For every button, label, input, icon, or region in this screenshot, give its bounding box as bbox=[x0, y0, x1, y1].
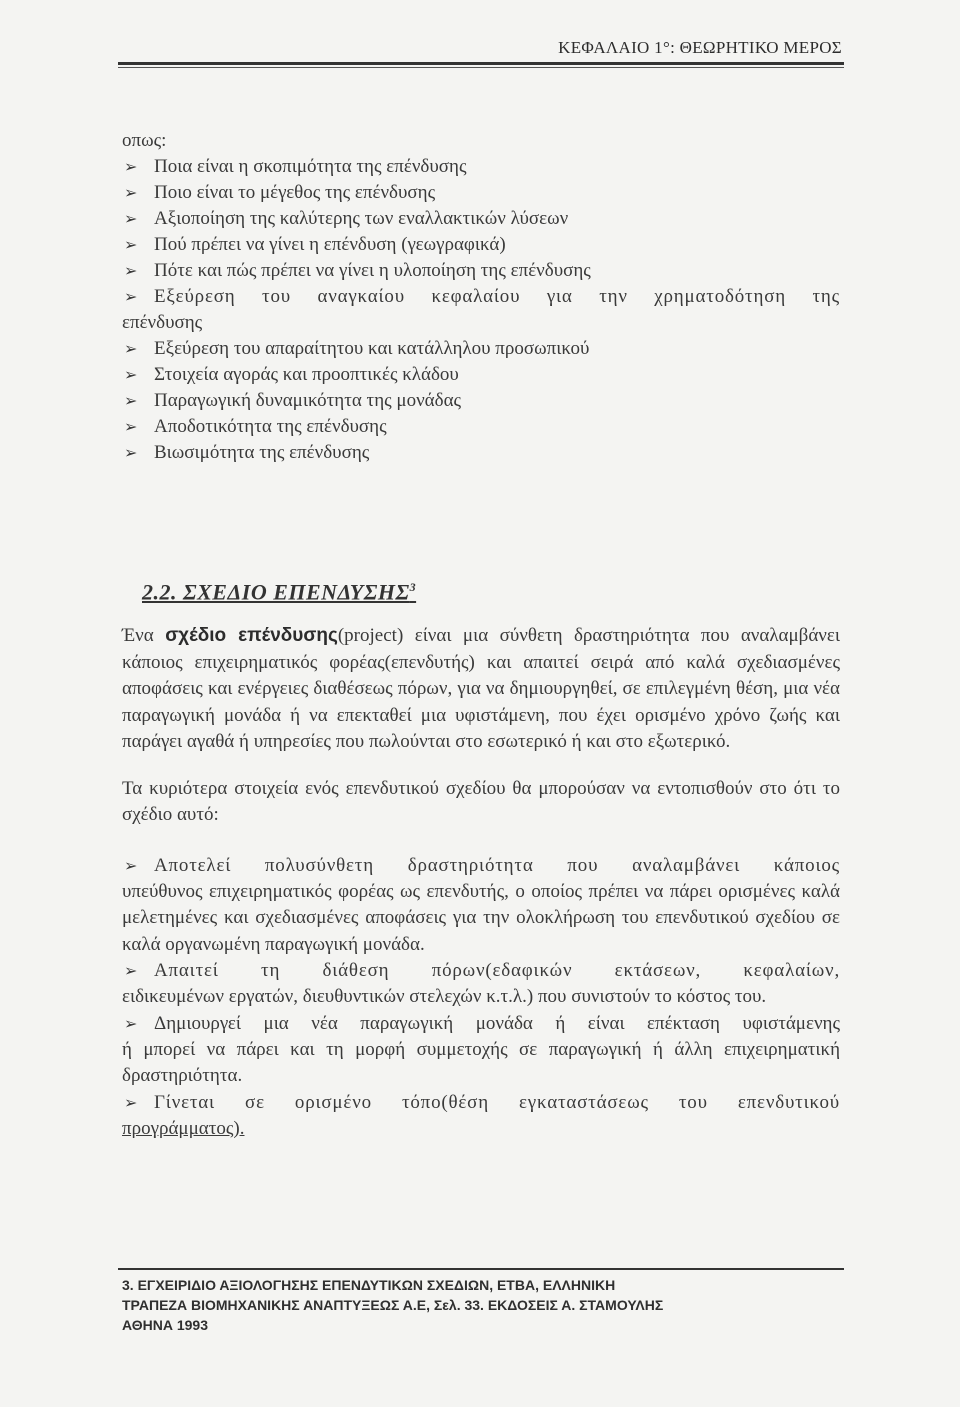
footnote-mark: 3 bbox=[409, 580, 417, 594]
bold-term: σχέδιο επένδυσης bbox=[165, 625, 338, 647]
arrow-bullet-icon: ➢ bbox=[124, 391, 138, 410]
list-item: ➢ Βιωσιμότητα της επένδυσης bbox=[122, 440, 840, 466]
list-item: ➢ Απαιτεί τη διάθεση πόρων(εδαφικών εκτάσεων, κεφαλαίων, ειδικευμένων εργατών, διευθυντικών στελεχών κ.τ.λ.) που συνιστούν το κόστος του. bbox=[122, 960, 840, 1008]
list-item: ➢ Πότε και πώς πρέπει να γίνει η υλοποίηση της επένδυσης bbox=[122, 258, 840, 284]
list-item: ➢ Ποια είναι η σκοπιμότητα της επένδυσης bbox=[122, 154, 840, 180]
arrow-bullet-icon: ➢ bbox=[124, 961, 138, 981]
elements-intro-paragraph: Τα κυριότερα στοιχεία ενός επενδυτικού σχεδίου θα μπορούσαν να εντοπισθούν στο ότι το σχέδιο αυτό: bbox=[122, 777, 840, 826]
header-rule-thin bbox=[118, 67, 844, 68]
intro-text: οπως: bbox=[122, 130, 167, 151]
arrow-bullet-icon: ➢ bbox=[124, 183, 138, 202]
list-item-continuation: επένδυσης bbox=[122, 312, 203, 333]
list-item: ➢ Δημιουργεί μια νέα παραγωγική μονάδα ή είναι επέκταση υφιστάμενης ή μπορεί να πάρει και τη μορφή συμμετοχής σε παραγωγική ή άλλη επιχειρηματική δραστηριότητα. bbox=[122, 1012, 840, 1087]
list-item: ➢ Πού πρέπει να γίνει η επένδυση (γεωγραφικά) bbox=[122, 232, 840, 258]
arrow-bullet-icon: ➢ bbox=[124, 339, 138, 358]
arrow-bullet-icon: ➢ bbox=[124, 261, 138, 280]
page-body bbox=[122, 128, 840, 1142]
list-item: ➢ Παραγωγική δυναμικότητα της μονάδας bbox=[122, 388, 840, 414]
list-item: ➢ Αποτελεί πολυσύνθετη δραστηριότητα που αναλαμβάνει κάποιος υπεύθυνος επιχειρηματικός φορέας ως επενδυτής, ο οποίος πρέπει να πάρει ορισμένες καλά μελετημένες και σχεδιασμένες αποφάσεις για την ολοκλήρωση του επενδυτικού σχεδίου σε καλά οργανωμένη παραγωγική μονάδα. bbox=[122, 854, 840, 955]
arrow-bullet-icon: ➢ bbox=[124, 365, 138, 384]
arrow-bullet-icon: ➢ bbox=[124, 417, 138, 436]
footnote-rule bbox=[118, 1268, 844, 1270]
arrow-bullet-icon: ➢ bbox=[124, 855, 138, 875]
arrow-bullet-icon: ➢ bbox=[124, 443, 138, 462]
definition-paragraph: Ένα σχέδιο επένδυσης(project) είναι μια σύνθετη δραστηριότητα που αναλαμβάνει κάποιος επιχειρηματικός φορέας(επενδυτής) και απαιτεί σειρά από καλά σχεδιασμένες αποφάσεις και ενέργειες διαθέσεως πόρων, για να δημιουργηθεί, σε επιλεγμένη θέση, μια νέα παραγωγική μονάδα ή να επεκταθεί μια υφιστάμενη, που έχει ορισμένο χρόνο ζωής και παράγει αγαθά ή υπηρεσίες που πωλούνται στο εσωτερικό ή και στο εξωτερικό. bbox=[122, 625, 840, 753]
running-header: ΚΕΦΑΛΑΙΟ 1°: ΘΕΩΡΗΤΙΚΟ ΜΕΡΟΣ bbox=[558, 38, 842, 57]
question-list bbox=[122, 154, 840, 466]
arrow-bullet-icon: ➢ bbox=[124, 287, 138, 306]
section-heading: 2.2. ΣΧΕΔΙΟ ΕΠΕΝΔΥΣΗΣ$^3$ bbox=[142, 579, 417, 605]
arrow-bullet-icon: ➢ bbox=[124, 1092, 138, 1112]
elements-list bbox=[122, 853, 840, 1143]
header-rule bbox=[118, 62, 844, 65]
list-item: ➢ Αποδοτικότητα της επένδυσης bbox=[122, 414, 840, 440]
footnote: 3. ΕΓΧΕΙΡΙΔΙΟ ΑΞΙΟΛΟΓΗΣΗΣ ΕΠΕΝΔΥΤΙΚΩΝ ΣΧΕΔΙΩΝ, ΕΤΒΑ, ΕΛΛΗΝΙΚΗ ΤΡΑΠΕΖΑ ΒΙΟΜΗΧΑΝΙΚΗΣ ΑΝΑΠΤΥΞΕΩΣ Α.Ε, Σελ. 33. ΕΚΔΟΣΕΙΣ Α. ΣΤΑΜΟΥΛΗΣ ΑΘΗΝΑ 1993 bbox=[122, 1277, 664, 1333]
arrow-bullet-icon: ➢ bbox=[124, 1013, 138, 1033]
list-item: ➢ Εξεύρεση του αναγκαίου κεφαλαίου για την χρηματοδότηση της bbox=[122, 284, 840, 310]
arrow-bullet-icon: ➢ bbox=[124, 235, 138, 254]
list-item: ➢ Αξιοποίηση της καλύτερης των εναλλακτικών λύσεων bbox=[122, 206, 840, 232]
arrow-bullet-icon: ➢ bbox=[124, 209, 138, 228]
list-item: ➢ Εξεύρεση του απαραίτητου και κατάλληλου προσωπικού bbox=[122, 336, 840, 362]
list-item: ➢ Γίνεται σε ορισμένο τόπο(θέση εγκαταστάσεως του επενδυτικού προγράμματος). bbox=[122, 1091, 840, 1139]
list-item: ➢ Στοιχεία αγοράς και προοπτικές κλάδου bbox=[122, 362, 840, 388]
list-item: ➢ Ποιο είναι το μέγεθος της επένδυσης bbox=[122, 180, 840, 206]
arrow-bullet-icon: ➢ bbox=[124, 157, 138, 176]
